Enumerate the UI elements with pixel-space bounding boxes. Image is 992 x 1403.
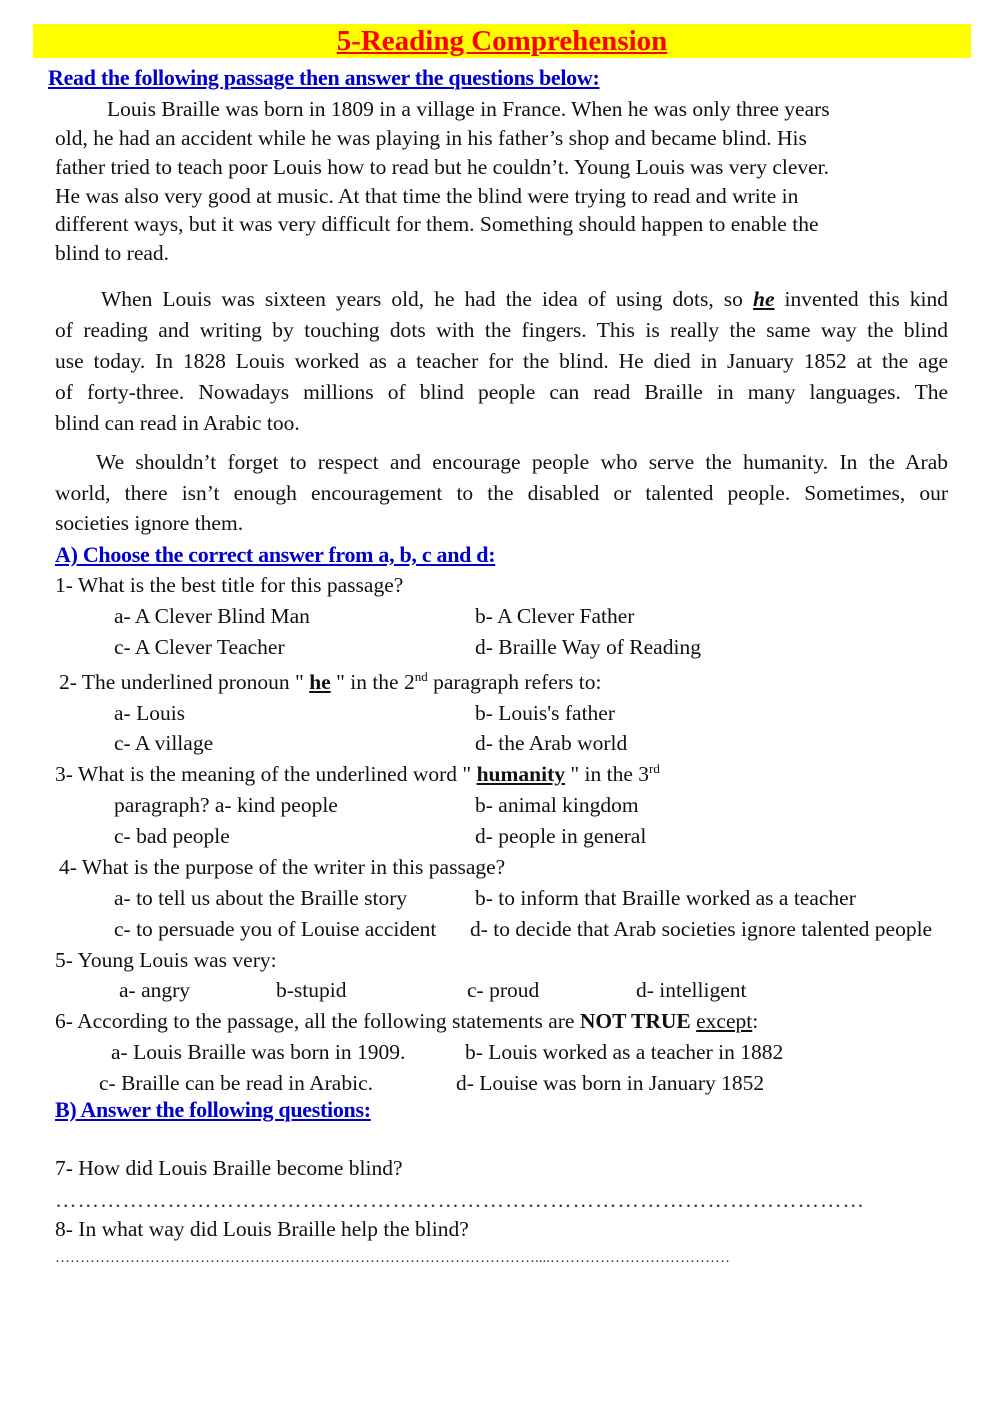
option-a[interactable]: a- to tell us about the Braille story — [114, 886, 408, 910]
passage-line: blind can read in Arabic too. — [55, 411, 300, 435]
section-a-heading — [55, 542, 495, 568]
passage-line: He was also very good at music. At that time the blind were trying to read and write in — [55, 184, 799, 208]
question-text: 7- How did Louis Braille become blind? — [55, 1156, 403, 1180]
section-label: B) — [55, 1097, 77, 1122]
option-d[interactable]: d- Louise was born in January 1852 — [456, 1071, 765, 1095]
text: 2- The underlined pronoun " — [59, 670, 310, 694]
passage-line: We shouldn’t forget to respect and encourage people who serve the humanity. In the Arab — [96, 450, 948, 474]
option-b[interactable]: b- animal kingdom — [475, 793, 639, 817]
emphasis: NOT TRUE — [579, 1009, 691, 1033]
option-c[interactable]: c- A village — [114, 731, 214, 755]
section-title: Choose the correct answer from a, b, c and d: — [82, 542, 496, 567]
passage-line: blind to read. — [55, 241, 170, 265]
option-d[interactable]: d- people in general — [475, 824, 647, 848]
question-text — [55, 1008, 758, 1034]
option-d[interactable]: d- Braille Way of Reading — [475, 635, 701, 659]
passage-line — [101, 286, 948, 312]
text: paragraph refers to: — [427, 670, 602, 694]
option-c[interactable]: c- to persuade you of Louise accident — [114, 917, 437, 941]
ordinal-suffix: rd — [649, 760, 660, 776]
passage-line: of reading and writing by touching dots with the fingers. This is really the same way the blind — [55, 318, 948, 342]
ordinal-suffix: nd — [414, 668, 428, 684]
option-b[interactable]: b-stupid — [276, 978, 347, 1002]
question-text — [55, 761, 660, 787]
option-d[interactable]: d- the Arab world — [475, 731, 628, 755]
option-a[interactable]: a- Louis Braille was born in 1909. — [111, 1040, 406, 1064]
text: " in the 2 — [330, 670, 415, 694]
underlined-pronoun: he — [752, 287, 775, 311]
section-title: Answer the following questions: — [80, 1097, 371, 1122]
section-label: A) — [55, 542, 78, 567]
passage-line: of forty-three. Nowadays millions of blind people can read Braille in many languages. The — [55, 380, 948, 404]
answer-line[interactable]: ……………………………………………………………………………………………… — [55, 1188, 865, 1212]
option-a[interactable]: a- angry — [119, 978, 191, 1002]
question-text: 4- What is the purpose of the writer in this passage? — [59, 855, 506, 879]
passage-line: father tried to teach poor Louis how to read but he couldn’t. Young Louis was very clever. — [55, 155, 830, 179]
text: 6- According to the passage, all the following statements are — [55, 1009, 580, 1033]
option-c[interactable]: c- proud — [467, 978, 540, 1002]
title-banner — [33, 24, 971, 58]
text: When Louis was sixteen years old, he had the idea of using dots, so — [101, 287, 753, 311]
text: : — [752, 1009, 759, 1033]
passage-line: different ways, but it was very difficult for them. Something should happen to enable the — [55, 212, 819, 236]
option-d[interactable]: d- to decide that Arab societies ignore talented people — [470, 917, 933, 941]
passage-line: Louis Braille was born in 1809 in a village in France. When he was only three years — [107, 97, 830, 121]
text: invented this kind — [774, 287, 948, 311]
text: " in the 3 — [564, 762, 650, 786]
question-text — [59, 669, 601, 695]
section-b-heading — [55, 1097, 371, 1123]
option-a[interactable]: a- Louis — [114, 701, 186, 725]
option-a[interactable]: paragraph? a- kind people — [114, 793, 338, 817]
underlined-word: except — [696, 1009, 753, 1033]
passage-line: world, there isn’t enough encouragement to the disabled or talented people. Sometimes, our — [55, 481, 948, 505]
option-c[interactable]: c- A Clever Teacher — [114, 635, 285, 659]
question-text: 8- In what way did Louis Braille help the blind? — [55, 1217, 469, 1241]
page-title: 5-Reading Comprehension — [336, 25, 668, 57]
option-b[interactable]: b- Louis worked as a teacher in 1882 — [465, 1040, 784, 1064]
option-c[interactable]: c- Braille can be read in Arabic. — [99, 1071, 373, 1095]
option-b[interactable]: b- Louis's father — [475, 701, 616, 725]
text: 3- What is the meaning of the underlined word " — [55, 762, 477, 786]
option-d[interactable]: d- intelligent — [636, 978, 747, 1002]
passage-line: old, he had an accident while he was playing in his father’s shop and became blind. His — [55, 126, 807, 150]
option-a[interactable]: a- A Clever Blind Man — [114, 604, 310, 628]
option-c[interactable]: c- bad people — [114, 824, 230, 848]
question-text: 1- What is the best title for this passage? — [55, 573, 404, 597]
option-b[interactable]: b- A Clever Father — [475, 604, 635, 628]
underlined-word: he — [309, 670, 331, 694]
instruction-heading: Read the following passage then answer the questions below: — [48, 65, 600, 90]
option-b[interactable]: b- to inform that Braille worked as a teacher — [475, 886, 856, 910]
question-text: 5- Young Louis was very: — [55, 948, 277, 972]
answer-line[interactable]: ……………………………………………………………………………………....……………………………… — [55, 1250, 730, 1266]
passage-line: use today. In 1828 Louis worked as a teacher for the blind. He died in January 1852 at the age — [55, 349, 948, 373]
underlined-word: humanity — [476, 762, 565, 786]
passage-line: societies ignore them. — [55, 511, 244, 535]
